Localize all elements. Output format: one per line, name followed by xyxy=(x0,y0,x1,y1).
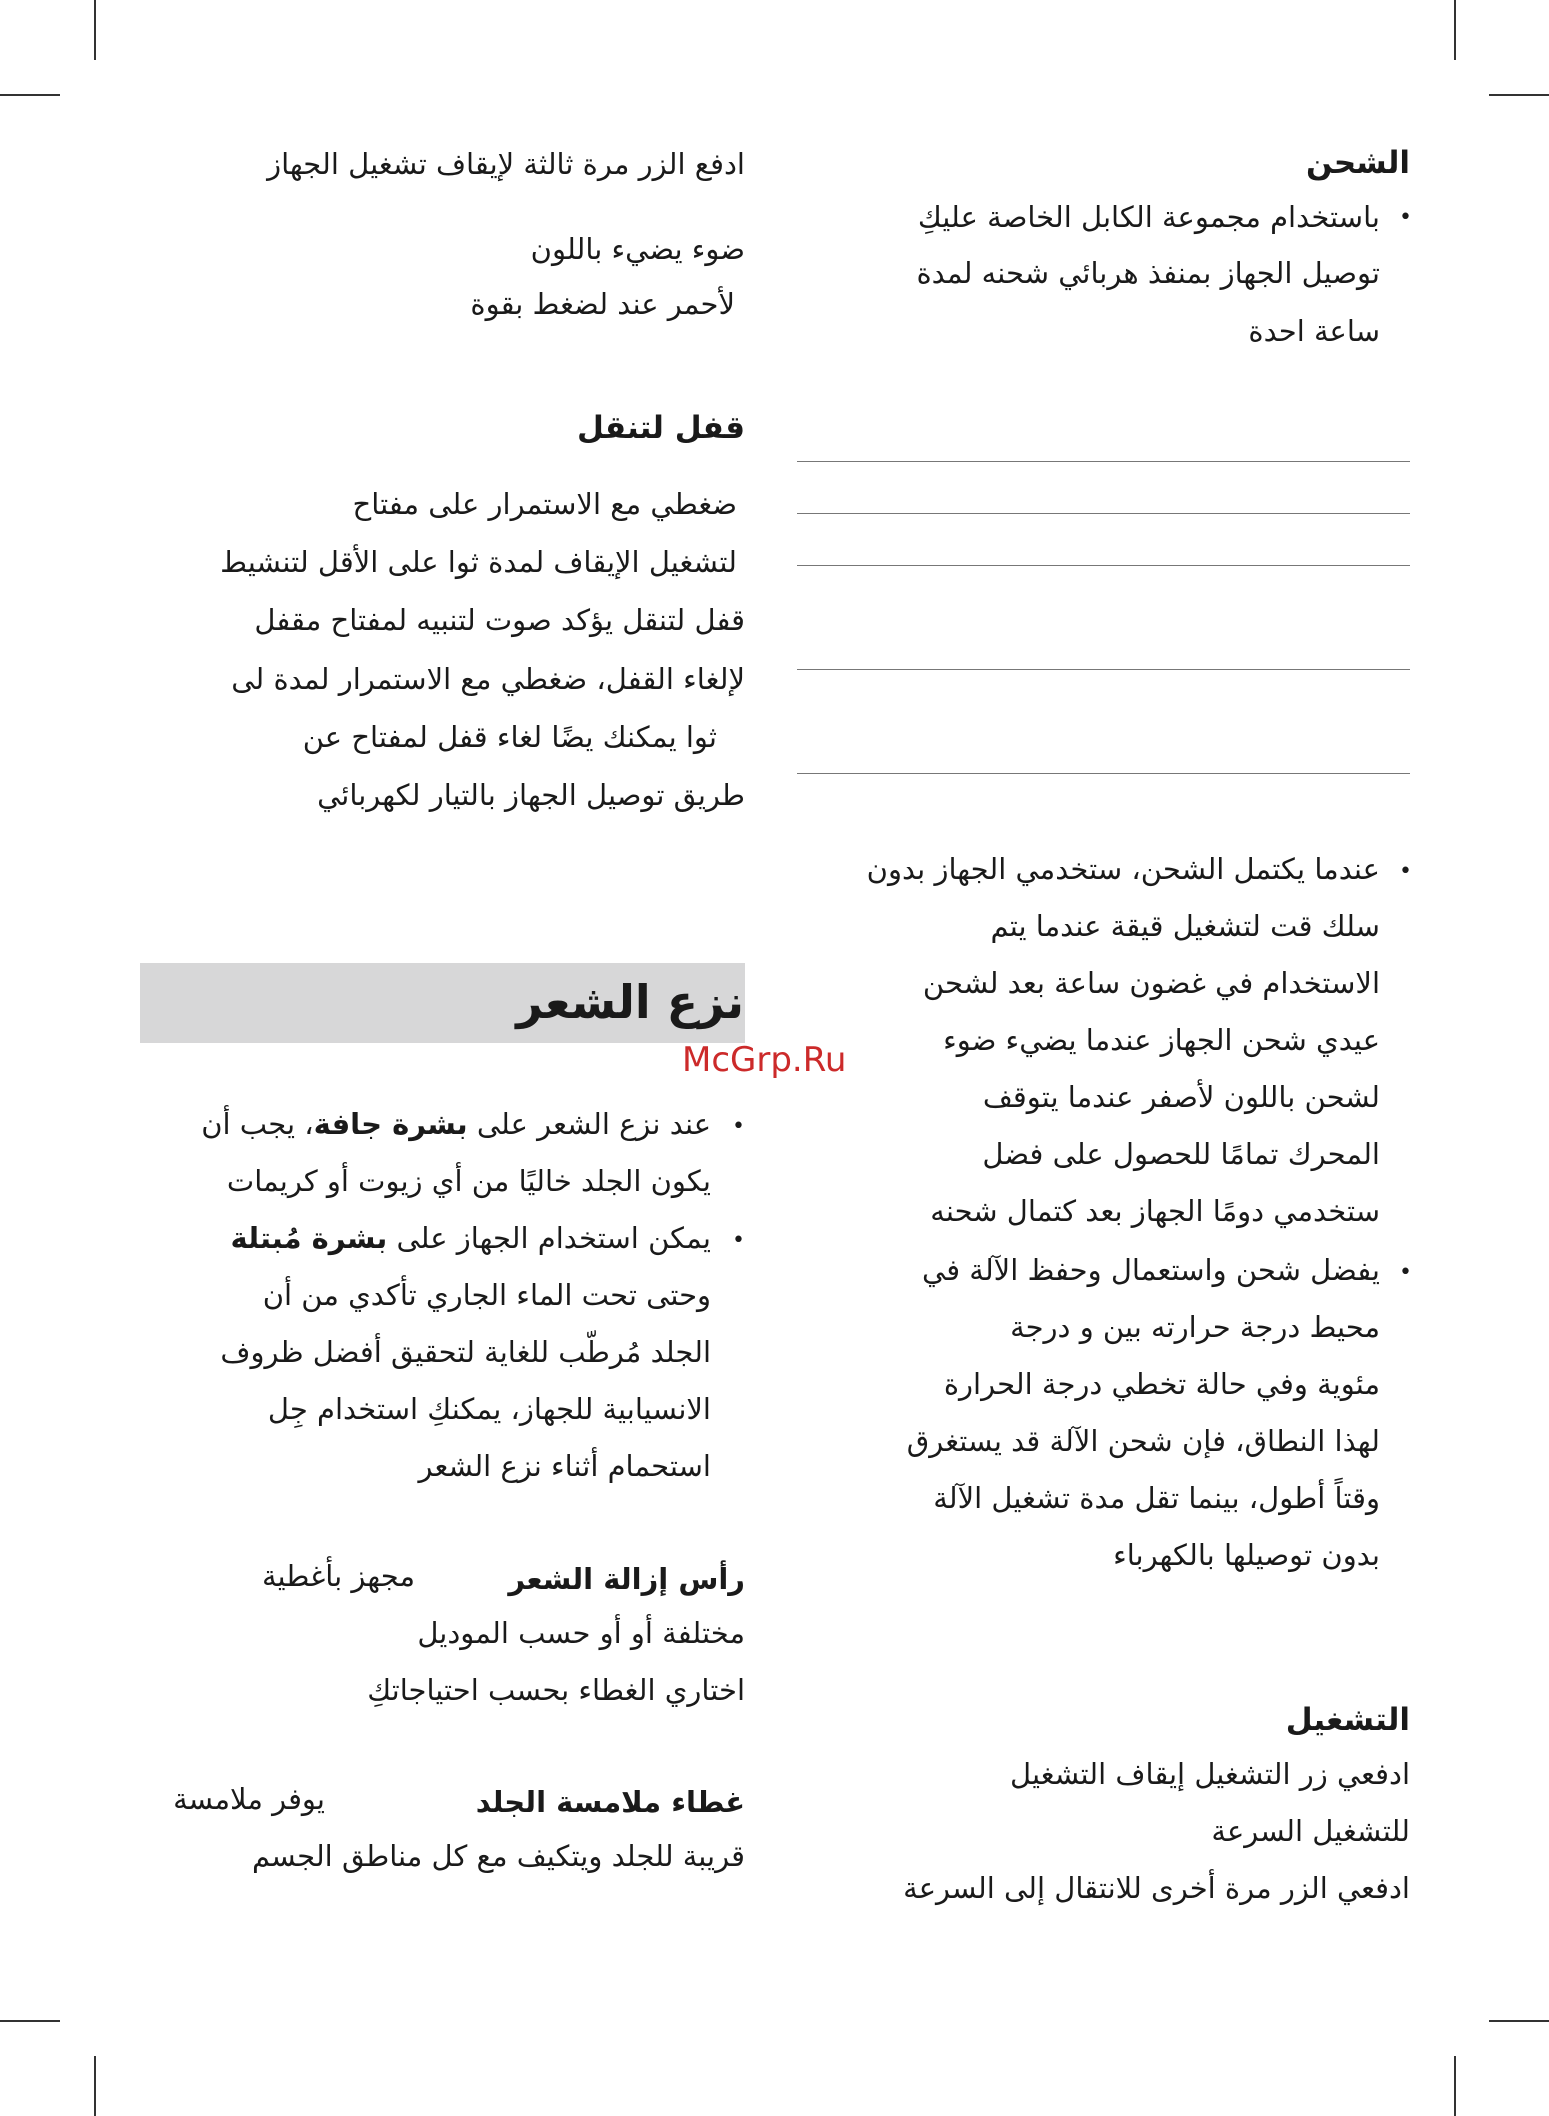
crop-mark xyxy=(94,2056,96,2116)
text-line: لهذا النطاق، فإن شحن الآلة قد يستغرق xyxy=(906,1424,1380,1458)
bullet: • xyxy=(1399,205,1412,230)
text-line: قفل لتنقل يؤكد صوت لتنبيه لمفتاح مقفل xyxy=(254,603,745,637)
crop-mark xyxy=(1454,2056,1456,2116)
bullet: • xyxy=(732,1228,745,1253)
dry-skin-line: يكون الجلد خاليًا من أي زيوت أو كريمات xyxy=(226,1164,711,1198)
text-line: للتشغيل السرعة xyxy=(1211,1814,1410,1848)
hair-removal-title: نزع الشعر xyxy=(516,975,744,1029)
text-line: يفضل شحن واستعمال وحفظ الآلة في xyxy=(922,1253,1380,1287)
text-line: مجهز بأغطية xyxy=(261,1559,415,1593)
crop-mark xyxy=(1489,2020,1549,2022)
after-charge-section xyxy=(800,852,1412,1255)
watermark: McGrp.Ru xyxy=(682,1040,847,1080)
skin-contact-cap-label: غطاء ملامسة الجلد xyxy=(475,1785,745,1819)
text-line: وقتاً أطول، بينما تقل مدة تشغيل الآلة xyxy=(933,1481,1380,1515)
wet-skin-line: الجلد مُرطّب للغاية لتحقيق أفضل ظروف xyxy=(220,1335,711,1369)
text-line: قريبة للجلد ويتكيف مع كل مناطق الجسم xyxy=(251,1839,745,1873)
charging-heading: الشحن xyxy=(1305,145,1410,181)
wet-skin-line: يمكن استخدام الجهاز على بشرة مُبتلة xyxy=(230,1221,711,1255)
text-line: عندما يكتمل الشحن، ستخدمي الجهاز بدون xyxy=(866,852,1380,886)
divider-line xyxy=(797,461,1410,462)
operation-heading: التشغيل xyxy=(1285,1702,1410,1738)
wet-skin-line: استحمام أثناء نزع الشعر xyxy=(418,1449,711,1483)
text-line: لشحن باللون لأصفر عندما يتوقف xyxy=(982,1080,1380,1114)
dry-skin-line: عند نزع الشعر على بشرة جافة، يجب أن xyxy=(201,1107,711,1141)
text-line: سلك قت لتشغيل قيقة عندما يتم xyxy=(990,909,1380,943)
text-line: ادفعي زر التشغيل إيقاف التشغيل xyxy=(1009,1757,1410,1791)
text-line: ثوا يمكنك يضًا لغاء قفل لمفتاح عن xyxy=(302,720,717,754)
text-line: باستخدام مجموعة الكابل الخاصة عليكِ xyxy=(917,200,1380,234)
text-line: مختلفة أو أو حسب الموديل xyxy=(417,1616,745,1650)
text-line: محيط درجة حرارته بين و درجة xyxy=(1010,1310,1380,1344)
text-line: الاستخدام في غضون ساعة بعد لشحن xyxy=(922,966,1380,1000)
crop-mark xyxy=(1454,0,1456,60)
travel-lock-heading: قفل لتنقل xyxy=(576,410,745,446)
epilator-head-label: رأس إزالة الشعر xyxy=(508,1562,745,1596)
travel-lock-section xyxy=(140,410,745,830)
crop-mark xyxy=(0,2020,60,2022)
divider-line xyxy=(797,513,1410,514)
text-line: لإلغاء القفل، ضغطي مع الاستمرار لمدة لى xyxy=(231,662,745,696)
epilator-head-section xyxy=(140,1559,745,1732)
text-line: لتشغيل الإيقاف لمدة ثوا على الأقل لتنشيط xyxy=(220,545,737,579)
bullet: • xyxy=(1399,1260,1412,1285)
text-line: يوفر ملامسة xyxy=(173,1782,325,1816)
charging-section xyxy=(800,145,1410,365)
hair-removal-section xyxy=(140,1107,745,1490)
text-line: ضوء يضيء باللون xyxy=(530,232,745,266)
wet-skin-line: وحتى تحت الماء الجاري تأكدي من أن xyxy=(262,1278,711,1312)
skin-contact-cap-section xyxy=(140,1782,745,1895)
bold-phrase: بشرة جافة xyxy=(313,1107,468,1141)
text-line: مئوية وفي حالة تخطي درجة الحرارة xyxy=(943,1367,1380,1401)
divider-line xyxy=(797,669,1410,670)
text-line: المحرك تمامًا للحصول على فضل xyxy=(982,1137,1380,1171)
divider-line xyxy=(797,565,1410,566)
divider-line xyxy=(797,773,1410,774)
storage-section xyxy=(800,1253,1412,1596)
bold-phrase: بشرة مُبتلة xyxy=(230,1221,388,1255)
bullet: • xyxy=(1399,859,1412,884)
text-line: ستخدمي دومًا الجهاز بعد كتمال شحنه xyxy=(930,1194,1380,1228)
text-line: توصيل الجهاز بمنفذ هربائي شحنه لمدة xyxy=(916,256,1380,290)
crop-mark xyxy=(0,94,60,96)
text-line: عيدي شحن الجهاز عندما يضيء ضوء xyxy=(943,1023,1380,1057)
wet-skin-line: الانسيابية للجهاز، يمكنكِ استخدام جِل xyxy=(267,1392,711,1426)
text-line: ساعة احدة xyxy=(1248,314,1380,348)
text-line: ادفعي الزر مرة أخرى للانتقال إلى السرعة xyxy=(903,1871,1410,1905)
text-line: اختاري الغطاء بحسب احتياجاتكِ xyxy=(367,1673,745,1707)
text-line: ضغطي مع الاستمرار على مفتاح xyxy=(352,487,737,521)
crop-mark xyxy=(1489,94,1549,96)
operation-section xyxy=(800,1702,1410,1922)
text-line: ادفع الزر مرة ثالثة لإيقاف تشغيل الجهاز xyxy=(267,147,745,181)
text-line: بدون توصيلها بالكهرباء xyxy=(1113,1538,1380,1572)
bullet: • xyxy=(732,1114,745,1139)
third-press-section xyxy=(140,147,745,330)
text-line: طريق توصيل الجهاز بالتيار لكهربائي xyxy=(317,778,745,812)
crop-mark xyxy=(94,0,96,60)
text-line: لأحمر عند لضغط بقوة xyxy=(470,287,735,321)
